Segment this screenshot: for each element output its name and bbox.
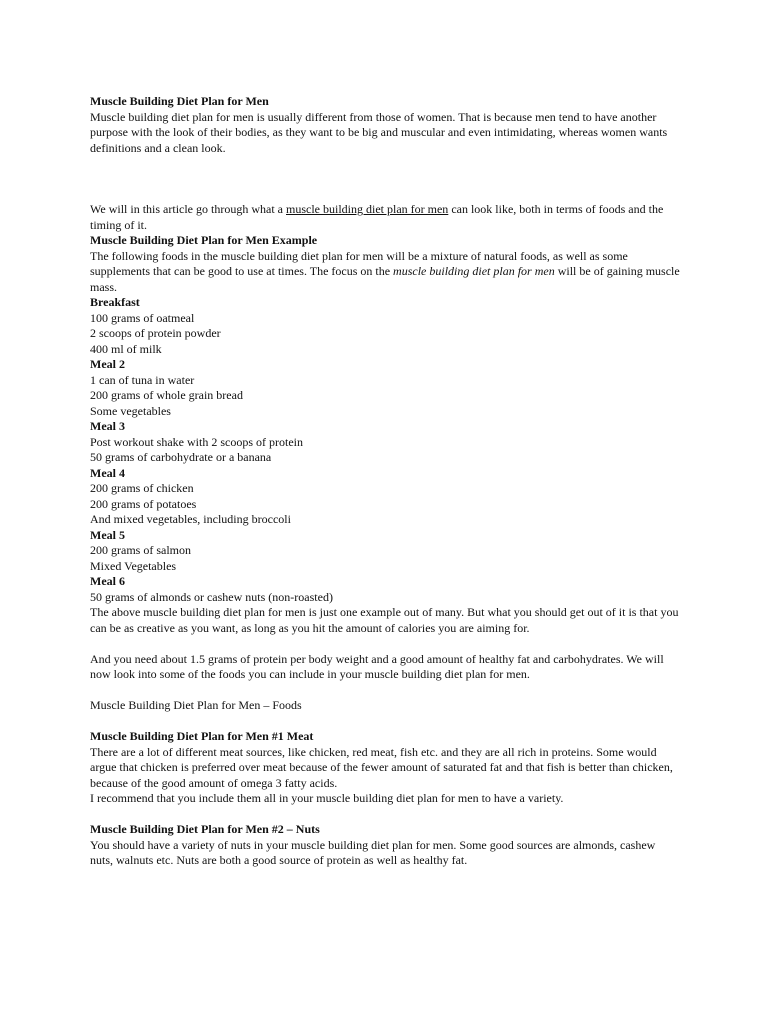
meat-paragraph: There are a lot of different meat sources, like chicken, red meat, fish etc. and they are all rich in proteins. Some would argue that chicken is preferred over meat because of the fewer amount of saturated fat and that fish is better than chicken, because of the good amount of omega 3 fatty acids. [90, 744, 673, 790]
meal-item: And mixed vegetables, including broccoli [90, 512, 291, 526]
example-text-italic: muscle building diet plan for men [393, 264, 555, 278]
meal-item: 50 grams of carbohydrate or a banana [90, 450, 272, 464]
meal-item: Some vegetables [90, 403, 171, 418]
meal-item: 200 grams of salmon [90, 543, 191, 557]
spacer [90, 714, 680, 730]
article-lead-text: We will in this article go through what a [90, 202, 286, 216]
meal-label: Meal 2 [90, 357, 125, 371]
meal-label: Meal 3 [90, 419, 125, 433]
nuts-heading: Muscle Building Diet Plan for Men #2 – Nuts [90, 822, 320, 836]
example-text-end: will be of gaining muscle mass. [90, 264, 680, 294]
meal-label: Meal 5 [90, 527, 125, 542]
document-title: Muscle Building Diet Plan for Men [90, 94, 269, 108]
meal-item: Mixed Vegetables [90, 558, 177, 573]
meal-item: 50 grams of almonds or cashew nuts (non-roasted) [90, 589, 333, 604]
meal-item: 200 grams of potatoes [90, 496, 197, 511]
meal-item: 200 grams of whole grain bread [90, 388, 243, 402]
meal-item: 100 grams of oatmeal [90, 310, 195, 325]
spacer [90, 807, 680, 823]
nuts-paragraph: You should have a variety of nuts in your muscle building diet plan for men. Some good sources are almonds, cashew nuts, walnuts etc. Nuts are both a good source of protein as well as healthy fat. [90, 837, 656, 867]
foods-heading: Muscle Building Diet Plan for Men – Foods [90, 698, 302, 712]
meal-list [90, 295, 680, 605]
example-text: The following foods in the muscle building diet plan for men will be a mixture of natural foods, as well as some supplements that can be good to use at times. The focus on the [90, 248, 628, 278]
meal-item: 400 ml of milk [90, 341, 162, 356]
meal-label: Meal 4 [90, 465, 125, 480]
article-lead-paragraph [90, 202, 680, 233]
meal-label: Meal 6 [90, 574, 125, 588]
meal-label: Breakfast [90, 295, 140, 309]
meal-item: 200 grams of chicken [90, 481, 194, 495]
meal-item: 1 can of tuna in water [90, 372, 195, 387]
intro-paragraph: Muscle building diet plan for men is usually different from those of women. That is because men tend to have another purpose with the look of their bodies, as they want to be big and muscular and even intimidating, whereas women wants definitions and a clean look. [90, 109, 668, 155]
article-lead-text-end: can look like, both in terms of foods and the timing of it. [90, 202, 664, 232]
example-paragraph [90, 249, 680, 296]
document-body [90, 94, 680, 869]
meat-recommend-paragraph: I recommend that you include them all in your muscle building diet plan for men to have a variety. [90, 791, 564, 805]
spacer [90, 683, 680, 699]
example-heading: Muscle Building Diet Plan for Men Example [90, 233, 318, 247]
muscle-building-link[interactable]: muscle building diet plan for men [286, 202, 449, 216]
summary-paragraph: The above muscle building diet plan for men is just one example out of many. But what you should get out of it is that you can be as creative as you want, as long as you hit the amount of calories you are aiming for. [90, 605, 679, 635]
meal-item: Post workout shake with 2 scoops of protein [90, 434, 303, 449]
spacer [90, 156, 680, 202]
meat-heading: Muscle Building Diet Plan for Men #1 Meat [90, 729, 314, 743]
meal-item: 2 scoops of protein powder [90, 326, 221, 340]
protein-paragraph: And you need about 1.5 grams of protein per body weight and a good amount of healthy fat and carbohydrates. We will now look into some of the foods you can include in your muscle building diet plan for men. [90, 651, 664, 681]
spacer [90, 636, 680, 652]
